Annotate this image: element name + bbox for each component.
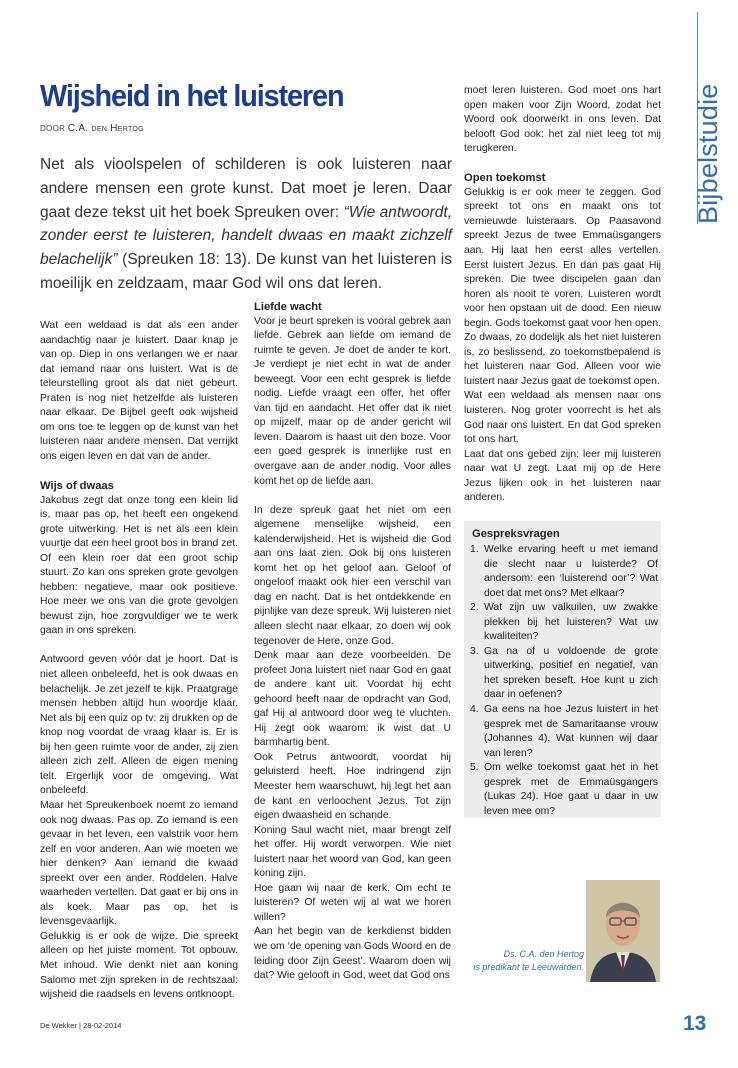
lead-paragraph: [40, 153, 452, 296]
paragraph: Ook Petrus antwoordt, voordat hij geluisterd heeft. Hoe indringend zijn Meester hem waarschuwt, hij legt het aan de kant en verloochent Jezus. Tot zijn eigen dwaasheid en schande.: [254, 751, 451, 822]
photo-caption: [464, 948, 584, 973]
byline-author: C.A. den Hertog: [67, 123, 144, 134]
paragraph: Gelukkig is er ook meer te zeggen. God spreekt tot ons en maakt ons tot vernieuwde luisteraars. Op Paasavond spreekt Jezus de twee Emmaüsgangers aan. Hij laat hen eerst alles vertellen. Eerst luistert Jezus. En dan pas gaat Hij spreken. Die twee discipelen gaan dan horen als nooit te voren. Luisteren wordt voor hen opstaan uit de dood. Een nieuw begin. Gods toekomst gaat voor hen open. Zo dwaas, zo dodelijk als het niet luisteren is, zo beslissend, zo toekomstbepalend is het luisteren naar God. Alleen voor wie luistert naar Jezus gaat de toekomst open.: [464, 186, 661, 387]
list-item: 4. Ga eens na hoe Jezus luistert in het gesprek met de Samaritaanse vrouw (Johannes 4). Wat kunnen wij daar van leren?: [470, 704, 658, 759]
paragraph: Antwoord geven vóór dat je hoort. Dat is niet alleen onbeleefd, het is ook dwaas en belachelijk. Je zet jezelf te kijk. Praatgrage mensen hebben altijd hun woordje klaar. Net als bij een quiz op tv: zij drukken op de knop nog voordat de vraag klaar is. Er is bij hen geen ruimte voor de ander, zij zien alleen zich zelf. Alleen de eigen mening telt. Ergerlijk voor de omgeving. Wat onbeleefd.: [40, 654, 238, 797]
list-item: 1. Welke ervaring heeft u met iemand die slecht naar u luisterde? Of andersom: een ‘luisterend oor’? Wat doet dat met ons? Met elkaar?: [470, 544, 658, 599]
page-number: 13: [683, 1012, 707, 1035]
paragraph: In deze spreuk gaat het niet om een algemene menselijke wijsheid, een kalenderwijsheid. Het is wijsheid die God aan ons laat zien. Ook bij ons luisteren komt het op het geloof aan. Geloof of ongeloof maakt ook hier een verschil van dag en nacht. Dat is het ontdekkende en pijnlijke van deze spreuk. Wij luisteren niet alleen slecht naar elkaar, zo doen wij ook tegenover de Here, onze God.: [254, 504, 451, 647]
byline: [40, 123, 144, 134]
column-2: [254, 300, 451, 984]
section-label: Bijbelstudie: [693, 83, 723, 224]
lead-quote: “Wie antwoordt, zonder eerst te luisteren, handelt dwaas en maakt zichzelf belachelijk”: [40, 203, 452, 269]
author-photo: [586, 880, 660, 982]
paragraph: Hoe gaan wij naar de kerk. Om echt te luisteren? Of weten wij al wat we horen willen?: [254, 882, 451, 923]
byline-prefix: DOOR: [40, 124, 66, 133]
paragraph: moet leren luisteren. God moet ons hart open maken voor Zijn Woord, zodat het Woord ook doorwerkt in ons leven. Dat belooft God ook: het zal niet leeg tot mij terugkeren.: [464, 85, 661, 155]
paragraph: Denk maar aan deze voorbeelden. De profeet Jona luistert niet naar God en gaat de andere kant uit. Voordat hij echt gehoord heeft naar de opdracht van God, gaf Hij al antwoord door weg te vluchten. Hij zegt ook waarom: ik wist dat U barmhartig bent.: [254, 650, 451, 749]
paragraph: Jakobus zegt dat onze tong een klein lid is, maar pas op, het heeft een ongekend grote uitwerking. Het is net als een klein vuurtje dat een heel groot bos in brand zet. Of een klein roer dat een groot schip stuurt. Zo kan ons spreken grote gevolgen hebben: negatieve, maar ook positieve. Hoe meer we ons van die grote gevolgen bewust zijn, hoe zorgvuldiger we te werk gaan in ons spreken.: [40, 494, 238, 637]
list-item: 3. Ga na of u voldoende de grote uitwerking, positief en negatief, van het spreken beseft. Hoe kunt u zich daar in oefenen?: [470, 645, 658, 701]
paragraph: Gelukkig is er ook de wijze. Die spreekt alleen op het juiste moment. Tot opbouw. Met inhoud. Wie denkt niet aan koning Salomo met zijn spreken in de rechtszaal: wijsheid die raadsels en levens ontknoopt.: [40, 930, 238, 1001]
paragraph: Wat een weldaad als mensen naar ons luisteren. Nog groter voorrecht is het als God naar ons luistert. En dat God spreken tot ons hart.: [464, 390, 661, 446]
list-item: 2. Wat zijn uw valkuilen, uw zwakke plekken bij het luisteren? Wat uw kwaliteiten?: [470, 602, 658, 643]
paragraph: Wat een weldaad is dat als een ander aandachtig naar je luistert. Daar knap je van op. Diep in ons verlangen we er naar dat iemand naar ons luistert. Wat is de teleurstelling groot als dat niet gebeurt. Praten is nog niet hetzelfde als luisteren naar elkaar. De Bijbel geeft ook wijsheid om ons toe te leggen op de kunst van het luisteren naar andere mensen. Dat verrijkt ons eigen leven en dat van de ander.: [40, 320, 238, 462]
subheading-wijs-of-dwaas: Wijs of dwaas: [40, 479, 114, 492]
column-1: [40, 319, 238, 1003]
paragraph: Koning Saul wacht niet, maar brengt zelf het offer. Hij wordt verworpen. Wie niet luistert naar het woord van God, kan geen koning zijn.: [254, 824, 451, 880]
caption-line-1: Ds. C.A. den Hertog: [503, 949, 584, 959]
caption-line-2: is predikant te Leeuwarden.: [473, 961, 584, 972]
box-title: Gespreksvragen: [472, 528, 560, 540]
paragraph: Voor je beurt spreken is vooral gebrek aan liefde. Gebrek aan liefde om iemand de ruimte te geven. Je doet de ander te kort. Je verdiept je niet echt in wat de ander beweegt. Voor een echt gesprek is liefde nodig. Liefde vraagt een offer, het offer van tijd en aandacht. Het offer dat ik niet op mijzelf, maar op de ander gericht wil leven. Daarom is haast uit den boze. Voor een goed gesprek is innerlijke rust en overgave aan de ander nodig. Voor alles komt het op de liefde aan.: [254, 315, 451, 487]
lead-text-2: (Spreuken 18: 13). De kunst van het luisteren is moeilijk en zeldzaam, maar God wil ons dat leren.: [40, 251, 452, 292]
footer-publication: De Wekker | 28-02-2014: [40, 1021, 122, 1030]
subheading-open-toekomst: Open toekomst: [464, 172, 546, 185]
subheading-liefde-wacht: Liefde wacht: [254, 301, 322, 313]
lead-text-1: Net als vioolspelen of schilderen is ook luisteren naar andere mensen een grote kunst. Dat moet je leren. Daar gaat deze tekst uit het boek Spreuken over:: [40, 156, 452, 221]
paragraph: Aan het begin van de kerkdienst bidden we om ‘de opening van Gods Woord en de leiding door Zijn Geest’. Waarom doen wij dat? Wie gelooft in God, weet dat God ons: [254, 926, 451, 982]
column-3: [464, 84, 661, 506]
paragraph: Maar het Spreukenboek noemt zo iemand ook nog dwaas. Pas op. Zo iemand is een gevaar in het leven, een valstrik voor hem zelf en voor anderen. Aan wie moeten we hier denken? Aan iemand die kwaad spreekt over een ander. Roddelen. Halve waarheden vertellen. Dat gaat er bij ons in als koek. Maar pas op, het is levensgevaarlijk.: [40, 799, 238, 928]
discussion-questions-box: [464, 521, 661, 817]
paragraph: Laat dat ons gebed zijn: leer mij luisteren naar wat U zegt. Laat mij op de Here Jezus lijken ook in het luisteren naar anderen.: [464, 448, 661, 504]
question-list: [470, 543, 658, 819]
list-item: 5. Om welke toekomst gaat het in het gesprek met de Emmaüsgangers (Lukas 24). Hoe gaat u daar in uw leven mee om?: [470, 762, 658, 817]
portrait-illustration: [586, 880, 660, 982]
article-title: Wijsheid in het luisteren: [40, 78, 344, 113]
